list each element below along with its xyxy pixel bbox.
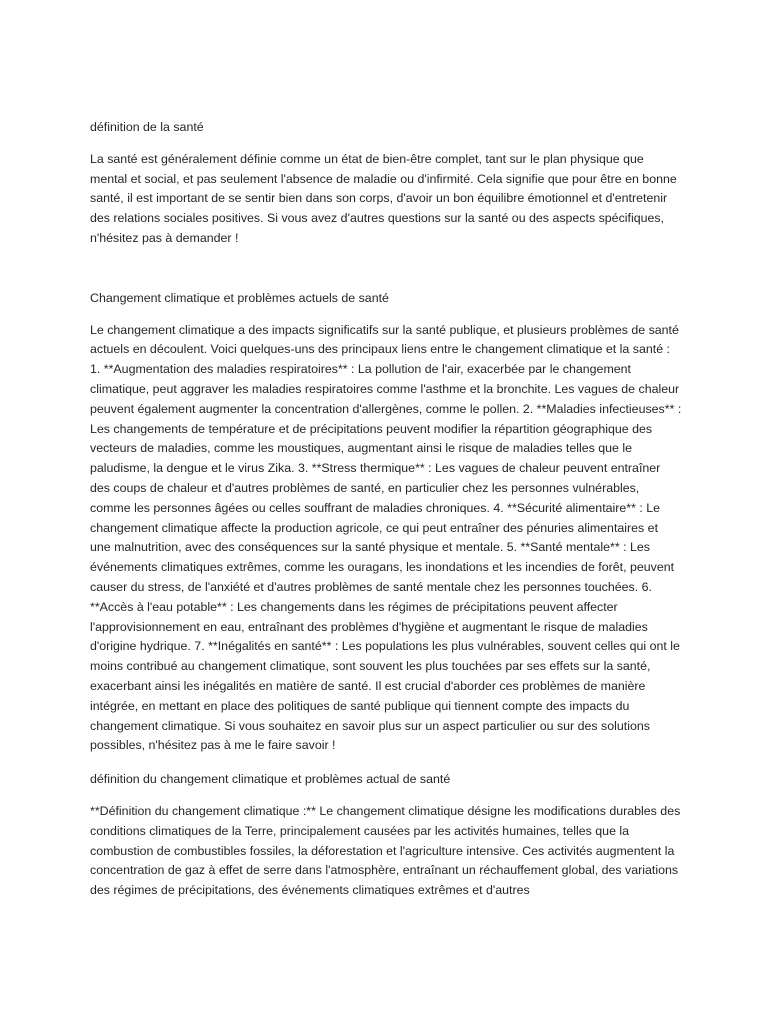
spacer	[90, 138, 682, 150]
spacer	[90, 309, 682, 321]
spacer	[90, 790, 682, 802]
paragraph-climate-health: Le changement climatique a des impacts significatifs sur la santé publique, et plusieurs problèmes de santé actuels en découlent. Voici quelques-uns des principaux liens entre le changement climatique et la santé : 1. **Augmentation des maladies respiratoires** : La pollution de l'air, exacerbée par le changement climatique, peut aggraver les maladies respiratoires comme l'asthme et la bronchite. Les vagues de chaleur peuvent également augmenter la concentration d'allergènes, comme le pollen. 2. **Maladies infectieuses** : Les changements de température et de précipitations peuvent modifier la répartition géographique des vecteurs de maladies, comme les moustiques, augmentant ainsi le risque de maladies telles que le paludisme, la dengue et le virus Zika. 3. **Stress thermique** : Les vagues de chaleur peuvent entraîner des coups de chaleur et d'autres problèmes de santé, en particulier chez les personnes vulnérables, comme les personnes âgées ou celles souffrant de maladies chroniques. 4. **Sécurité alimentaire** : Le changement climatique affecte la production agricole, ce qui peut entraîner des pénuries alimentaires et une malnutrition, avec des conséquences sur la santé physique et mentale. 5. **Santé mentale** : Les événements climatiques extrêmes, comme les ouragans, les inondations et les incendies de forêt, peuvent causer du stress, de l'anxiété et d'autres problèmes de santé mentale chez les personnes touchées. 6. **Accès à l'eau potable** : Les changements dans les régimes de précipitations peuvent affecter l'approvisionnement en eau, entraînant des problèmes d'hygiène et augmentant le risque de maladies d'origine hydrique. 7. **Inégalités en santé** : Les populations les plus vulnérables, souvent celles qui ont le moins contribué au changement climatique, sont souvent les plus touchées par ses effets sur la santé, exacerbant ainsi les inégalités en matière de santé. Il est crucial d'aborder ces problèmes de manière intégrée, en mettant en place des politiques de santé publique qui tiennent compte des impacts du changement climatique. Si vous souhaitez en savoir plus sur un aspect particulier ou sur des solutions possibles, n'hésitez pas à me le faire savoir !	[90, 322, 682, 753]
document-body	[90, 118, 682, 901]
spacer	[90, 249, 682, 289]
paragraph-climate-definition: **Définition du changement climatique :** Le changement climatique désigne les modifications durables des conditions climatiques de la Terre, principalement causées par les activités humaines, telles que la combustion de combustibles fossiles, la déforestation et l'agriculture intensive. Ces activités augmentent la concentration de gaz à effet de serre dans l'atmosphère, entraînant un réchauffement global, des variations des régimes de précipitations, des événements climatiques extrêmes et d'autres	[90, 803, 681, 898]
section-heading-climate-definition: définition du changement climatique et problèmes actual de santé	[90, 772, 451, 787]
section-heading-health-definition: définition de la santé	[90, 120, 204, 134]
section-heading-climate-health: Changement climatique et problèmes actuels de santé	[90, 290, 389, 305]
paragraph-health-definition: La santé est généralement définie comme un état de bien-être complet, tant sur le plan physique que mental et social, et pas seulement l'absence de maladie ou d'infirmité. Cela signifie que pour être en bonne santé, il est important de se sentir bien dans son corps, d'avoir un bon équilibre émotionnel et d'entretenir des relations sociales positives. Si vous avez d'autres questions sur la santé ou des aspects spécifiques, n'hésitez pas à demander !	[90, 151, 677, 245]
spacer	[90, 756, 682, 770]
